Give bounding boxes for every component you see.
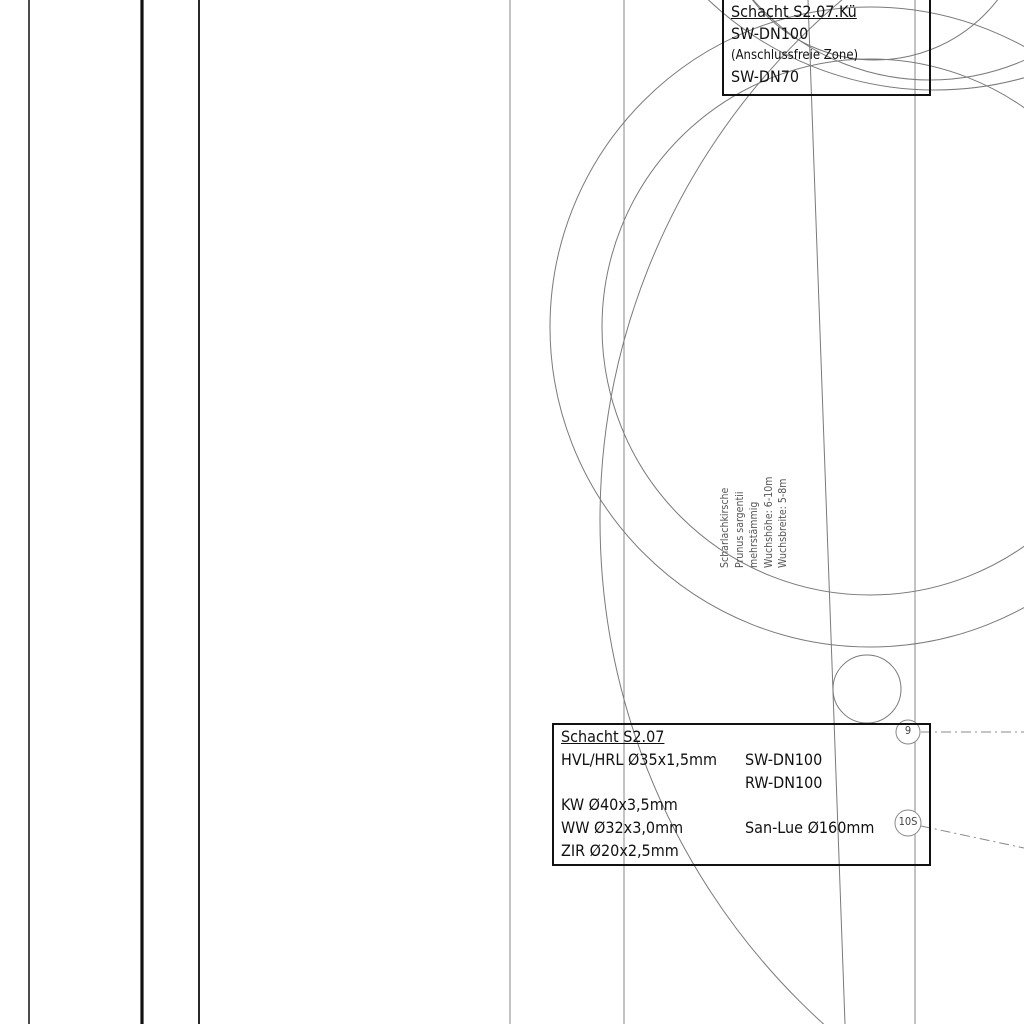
large-canopy-arc <box>600 0 1024 1024</box>
tree-height: Wuchshöhe: 6-10m <box>762 476 775 568</box>
tree-habit: mehrstämmig <box>748 501 760 568</box>
tree-width: Wuchsbreite: 5-8m <box>777 478 789 568</box>
shaft-main-zir: ZIR Ø20x2,5mm <box>561 841 679 860</box>
axis-line-10s <box>921 826 1024 848</box>
tree-common-name: Scharlachkirsche <box>719 487 731 568</box>
shaft-main-sw: SW-DN100 <box>745 750 823 769</box>
axis-label-10s: 10S <box>898 815 918 828</box>
shaft-main-rw: RW-DN100 <box>745 773 823 792</box>
shaft-main-san: San-Lue Ø160mm <box>745 818 875 837</box>
pipe-circle <box>833 655 901 723</box>
axis-label-9: 9 <box>904 724 912 737</box>
grid-line-diagonal <box>808 0 845 1024</box>
shaft-kueche-note: (Anschlussfreie Zone) <box>731 48 859 63</box>
shaft-main-kw: KW Ø40x3,5mm <box>561 795 678 814</box>
shaft-main-title: Schacht S2.07 <box>561 727 665 746</box>
shaft-main-hvl: HVL/HRL Ø35x1,5mm <box>561 750 718 769</box>
tree-botanical-name: Prunus sargentii <box>733 491 746 568</box>
shaft-kueche-sw100: SW-DN100 <box>731 24 809 43</box>
shaft-kueche-sw70: SW-DN70 <box>731 67 800 86</box>
shaft-kueche-title: Schacht S2.07.Kü <box>731 2 857 21</box>
shaft-main-ww: WW Ø32x3,0mm <box>561 818 684 837</box>
